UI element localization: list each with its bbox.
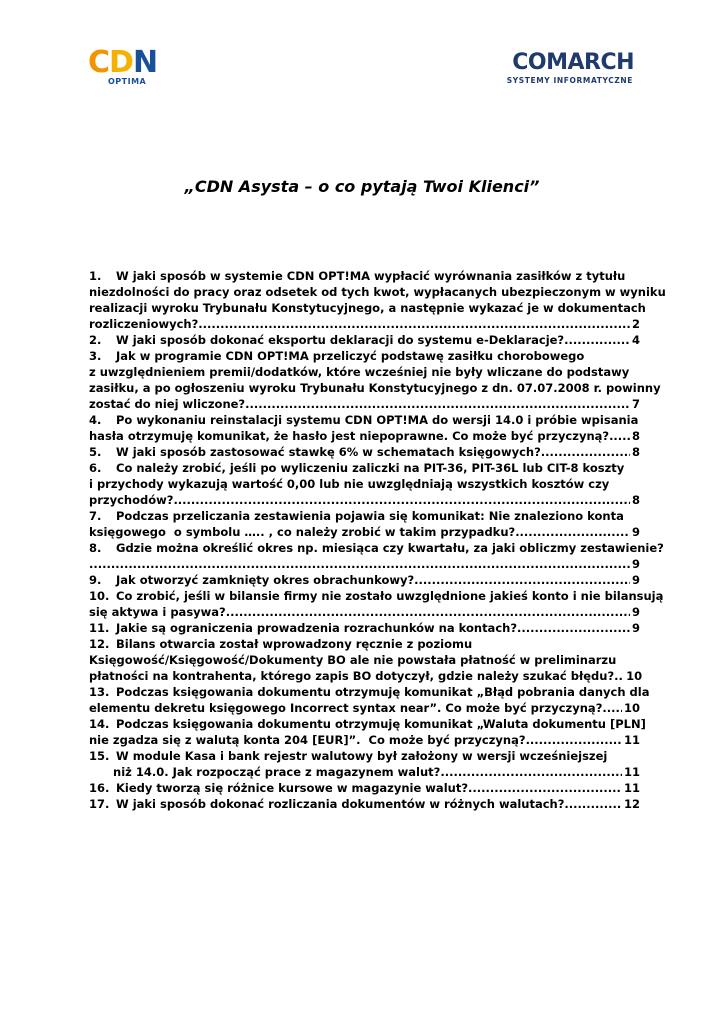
toc-leader-dots (564, 796, 622, 812)
toc-entry-line (89, 460, 640, 476)
toc-page-number: 9 (631, 605, 640, 619)
toc-entry-last-text: W jaki sposób dokonać eksportu deklaracji do systemu e-Deklaracje? (116, 333, 565, 347)
toc-entry-text (89, 796, 564, 812)
toc-entry-line (89, 412, 640, 428)
toc-entry-last-line (89, 556, 640, 572)
toc-entry-line (89, 380, 661, 396)
toc-entry-number: 13. (89, 685, 110, 699)
toc-entry-number: 7. (89, 509, 102, 523)
toc-page-number: 11 (623, 765, 640, 779)
toc-entry-last-text: hasła otrzymuję komunikat, że hasło jest niepoprawne. Co może być przyczyną? (89, 429, 610, 443)
toc-leader-dots (526, 732, 622, 748)
toc-entry-last-line (89, 428, 640, 444)
toc-entry[interactable] (89, 636, 643, 684)
toc-leader-dots (564, 332, 630, 348)
toc-leader-dots (515, 524, 630, 540)
toc-entry-number: 12. (89, 637, 110, 651)
toc-page-number: 2 (631, 317, 640, 331)
toc-entry-text: Bilans otwarcia został wprowadzony ręcznie z poziomu (116, 637, 473, 651)
toc-entry-number: 2. (89, 333, 102, 347)
toc-entry-number: 16. (89, 781, 110, 795)
toc-entry-text: Co zrobić, jeśli w bilansie firmy nie zostało uwzględnione jakieś konto i nie bilansują (116, 589, 664, 603)
toc-entry[interactable] (89, 684, 650, 716)
toc-entry-text (89, 780, 468, 796)
logo-letter-n: N (132, 45, 158, 80)
toc-entry-text: realizacji wyroku Trybunału Konstytucyjnego, a następnie wykazać je w dokumentach (89, 301, 646, 315)
toc-page-number: 8 (631, 445, 640, 459)
toc-entry-number: 3. (89, 349, 102, 363)
toc-entry-last-text: przychodów? (89, 493, 174, 507)
toc-entry-last-line (89, 332, 640, 348)
toc-entry-text: W module Kasa i bank rejestr walutowy był założony w wersji wcześniejszej (116, 749, 608, 763)
table-of-contents (89, 268, 666, 812)
toc-entry-last-text: W jaki sposób zastosować stawkę 6% w schematach księgowych? (116, 445, 541, 459)
comarch-logo (494, 50, 634, 90)
toc-entry-last-line (89, 796, 640, 812)
toc-entry-last-text: księgowego o symbolu ….. , co należy zrobić w takim przypadku? (89, 525, 516, 539)
toc-entry[interactable] (89, 460, 640, 508)
toc-page-number: 4 (631, 333, 640, 347)
toc-entry-last-line (89, 764, 640, 780)
toc-leader-dots (89, 556, 630, 572)
toc-entry-last-line (89, 444, 640, 460)
toc-page-number: 12 (623, 797, 640, 811)
toc-page-number: 8 (631, 429, 640, 443)
toc-entry-text (89, 732, 526, 748)
toc-entry-text: Podczas księgowania dokumentu otrzymuję komunikat „Błąd pobrania danych dla (116, 685, 650, 699)
toc-entry-line (89, 652, 640, 668)
toc-page-number: 9 (631, 525, 640, 539)
toc-entry-last-text: Jakie są ograniczenia prowadzenia rozrachunków na kontach? (116, 621, 517, 635)
toc-entry-last-text: W jaki sposób dokonać rozliczania dokumentów w różnych walutach? (116, 797, 565, 811)
toc-entry-line (89, 748, 640, 764)
toc-entry-text (89, 492, 173, 508)
toc-entry[interactable] (89, 716, 646, 748)
toc-entry-last-line (89, 700, 640, 716)
toc-entry-number: 10. (89, 589, 110, 603)
toc-entry-number: 9. (89, 573, 102, 587)
toc-page-number: 9 (631, 557, 640, 571)
cdn-optima-logo (88, 46, 162, 92)
toc-entry-text (89, 764, 440, 780)
logo-letter-d: D (109, 45, 133, 80)
toc-entry-text (89, 524, 515, 540)
toc-entry[interactable] (89, 508, 640, 540)
toc-entry-last-line (89, 620, 640, 636)
toc-page-number: 7 (631, 397, 640, 411)
toc-page-number: 11 (623, 733, 640, 747)
logo-subtitle: OPTIMA (108, 77, 147, 86)
toc-entry[interactable] (89, 268, 666, 332)
toc-entry-line (89, 268, 640, 284)
toc-entry-line (89, 636, 640, 652)
toc-entry-last-line (89, 780, 640, 796)
toc-entry[interactable] (89, 780, 640, 796)
toc-entry-text: Księgowość/Księgowość/Dokumenty BO ale nie powstała płatność w preliminarzu (89, 653, 617, 667)
toc-entry[interactable] (89, 332, 640, 348)
toc-entry[interactable] (89, 444, 640, 460)
toc-entry-last-text: płatności na kontrahenta, którego zapis BO dotyczył, gdzie należy szukać błędu? (89, 669, 615, 683)
logo-letter-c: C (88, 45, 110, 80)
toc-entry-number: 1. (89, 269, 102, 283)
toc-entry-line (89, 684, 650, 700)
comarch-tagline: SYSTEMY INFORMATYCZNE (506, 76, 633, 85)
toc-entry-number: 5. (89, 445, 102, 459)
toc-entry-line (89, 716, 646, 732)
toc-entry-last-text: zostać do niej wliczone? (89, 397, 246, 411)
toc-entry-line (89, 348, 640, 364)
toc-entry-line (89, 300, 646, 316)
toc-entry[interactable] (89, 540, 664, 572)
toc-entry-text: Podczas przeliczania zestawienia pojawia się komunikat: Nie znaleziono konta (116, 509, 624, 523)
toc-entry[interactable] (89, 572, 640, 588)
toc-entry-last-text: nie zgadza się z walutą konta 204 [EUR]”. Co może być przyczyną? (89, 733, 526, 747)
toc-page-number: 10 (626, 669, 643, 683)
toc-entry-last-line (89, 316, 640, 332)
toc-entry-text: Co należy zrobić, jeśli po wyliczeniu zaliczki na PIT-36, PIT-36L lub CIT-8 koszty (116, 461, 625, 475)
toc-entry-number: 15. (89, 749, 110, 763)
toc-page-number: 8 (631, 493, 640, 507)
toc-leader-dots (198, 316, 630, 332)
toc-leader-dots (245, 396, 630, 412)
toc-entry-line (89, 508, 640, 524)
toc-leader-dots (414, 572, 630, 588)
toc-entry-text (89, 316, 198, 332)
toc-entry-last-text: rozliczeniowych? (89, 317, 199, 331)
toc-entry-last-text: niż 14.0. Jak rozpocząć prace z magazynem walut? (89, 765, 441, 779)
toc-entry[interactable] (89, 412, 640, 444)
toc-entry-line (89, 476, 640, 492)
toc-entry-last-line (89, 492, 640, 508)
toc-entry-text (89, 428, 609, 444)
toc-entry-text (89, 572, 414, 588)
toc-entry-last-line (89, 572, 640, 588)
toc-entry-text (89, 700, 602, 716)
toc-leader-dots (517, 620, 630, 636)
toc-leader-dots (614, 668, 624, 684)
comarch-name: COMARCH (512, 50, 634, 75)
toc-entry-text: z uwzględnieniem premii/dodatków, które wcześniej nie były wliczane do podstawy (89, 365, 630, 379)
toc-page-number: 9 (631, 621, 640, 635)
toc-entry[interactable] (89, 620, 640, 636)
toc-entry-last-text: elementu dekretu księgowego Incorrect syntax near”. Co może być przyczyną? (89, 701, 603, 715)
toc-entry-text: Podczas księgowania dokumentu otrzymuję komunikat „Waluta dokumentu [PLN] (116, 717, 646, 731)
toc-page-number: 10 (623, 701, 640, 715)
toc-entry-text (89, 396, 245, 412)
toc-entry-text: W jaki sposób w systemie CDN OPT!MA wypłacić wyrównania zasiłków z tytułu (116, 269, 626, 283)
toc-entry-last-line (89, 524, 640, 540)
toc-entry-number: 14. (89, 717, 110, 731)
toc-entry-text: i przychody wykazują wartość 0,00 lub nie uwzględniają wszystkich kosztów czy (89, 477, 610, 491)
toc-entry-last-line (89, 732, 640, 748)
toc-entry-text (89, 668, 614, 684)
toc-entry-last-text: Jak otworzyć zamknięty okres obrachunkowy? (116, 573, 415, 587)
document-title: „CDN Asysta – o co pytają Twoi Klienci” (184, 177, 540, 196)
toc-entry-number: 8. (89, 541, 102, 555)
toc-page-number: 11 (623, 781, 640, 795)
toc-leader-dots (173, 492, 630, 508)
toc-entry-number: 17. (89, 797, 110, 811)
toc-entry-text: niezdolności do pracy oraz odsetek od tych kwot, wypłacanych ubezpieczonym w wyniku (89, 285, 666, 299)
toc-entry-text: Gdzie można określić okres np. miesiąca czy kwartału, za jaki obliczmy zestawienie? (116, 541, 664, 555)
toc-entry-line (89, 588, 664, 604)
toc-leader-dots (226, 604, 630, 620)
toc-leader-dots (602, 700, 622, 716)
toc-entry[interactable] (89, 796, 640, 812)
toc-leader-dots (609, 428, 630, 444)
toc-entry-text: Po wykonaniu reinstalacji systemu CDN OPT!MA do wersji 14.0 i próbie wpisania (116, 413, 639, 427)
toc-entry-last-text: Kiedy tworzą się różnice kursowe w magazynie walut? (116, 781, 468, 795)
toc-leader-dots (541, 444, 630, 460)
toc-entry-text (89, 444, 541, 460)
toc-entry[interactable] (89, 588, 664, 620)
toc-entry-last-line (89, 604, 640, 620)
toc-entry-number: 6. (89, 461, 102, 475)
toc-leader-dots (468, 780, 622, 796)
toc-entry-number: 4. (89, 413, 102, 427)
toc-leader-dots (440, 764, 622, 780)
toc-entry-line (89, 364, 640, 380)
toc-page-number: 9 (631, 573, 640, 587)
toc-entry[interactable] (89, 748, 640, 780)
toc-entry-text (89, 604, 226, 620)
toc-entry-text: zasiłku, a po ogłoszeniu wyroku Trybunału Konstytucyjnego z dn. 07.07.2008 r. powinny (89, 381, 661, 395)
toc-entry-text: Jak w programie CDN OPT!MA przeliczyć podstawę zasiłku chorobowego (116, 349, 585, 363)
toc-entry-line (89, 284, 666, 300)
toc-entry[interactable] (89, 348, 661, 412)
toc-entry-text (89, 620, 517, 636)
toc-entry-line (89, 540, 664, 556)
toc-entry-last-line (89, 396, 640, 412)
toc-entry-text (89, 332, 564, 348)
toc-entry-last-text: się aktywa i pasywa? (89, 605, 226, 619)
toc-entry-last-line (89, 668, 643, 684)
toc-entry-number: 11. (89, 621, 110, 635)
